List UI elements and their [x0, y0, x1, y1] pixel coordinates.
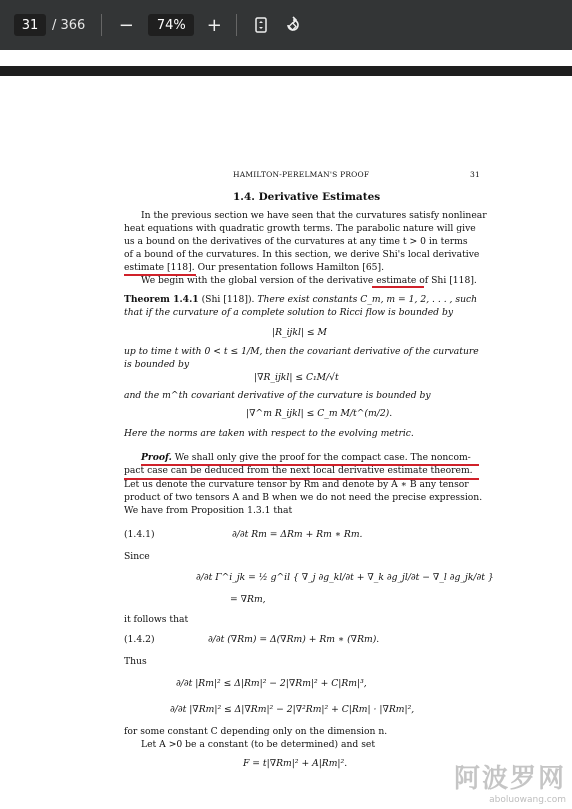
equation-number: (1.4.2) [124, 634, 155, 645]
proof-line: We have from Proposition 1.3.1 that [124, 505, 293, 516]
pdf-toolbar [0, 0, 572, 50]
equation: |R_ijkl| ≤ M [272, 327, 327, 338]
paragraph-line: Thus [124, 656, 147, 667]
paragraph-line: In the previous section we have seen that the curvatures satisfy nonlinear [141, 210, 487, 221]
equation: F = t|∇Rm|² + A|Rm|². [243, 758, 348, 769]
watermark [454, 758, 566, 805]
proof-line: pact case can be deduced from the next local derivative estimate theorem. [124, 465, 473, 476]
paragraph-line: We begin with the global version of the derivative estimate of Shi [118]. [141, 275, 477, 286]
paragraph-line: of a bound of the curvatures. In this section, we derive Shi's local derivative [124, 249, 480, 260]
equation-number: (1.4.1) [124, 529, 155, 540]
theorem-text: that if the curvature of a complete solution to Ricci flow is bounded by [124, 307, 454, 318]
fit-page-icon[interactable] [249, 13, 273, 37]
page-total: / 366 [52, 17, 86, 33]
toolbar-divider [236, 14, 237, 36]
section-title: 1.4. Derivative Estimates [233, 191, 381, 203]
previous-page-bottom [0, 50, 572, 66]
rotate-icon[interactable] [281, 13, 305, 37]
paragraph-line: Let A >0 be a constant (to be determined) and set [141, 739, 376, 750]
theorem-text: up to time t with 0 < t ≤ 1/M, then the covariant derivative of the curvature [124, 346, 479, 357]
paragraph-line: Since [124, 551, 150, 562]
equation: |∇R_ijkl| ≤ C₁M/√t [254, 372, 339, 383]
proof-line: Let us denote the curvature tensor by Rm and denote by A ∗ B any tensor [124, 479, 469, 490]
paragraph-line: for some constant C depending only on the dimension n. [124, 726, 388, 737]
equation: ∂/∂t |∇Rm|² ≤ Δ|∇Rm|² − 2|∇²Rm|² + C|Rm| · |∇Rm|², [170, 704, 415, 715]
theorem-text: Here the norms are taken with respect to the evolving metric. [124, 428, 414, 439]
page-gap [0, 66, 572, 76]
paragraph-line: it follows that [124, 614, 189, 625]
watermark-url: aboluowang.com [489, 795, 566, 805]
theorem-label: Theorem 1.4.1 [124, 294, 199, 305]
equation: ∂/∂t Rm = ΔRm + Rm ∗ Rm. [232, 529, 363, 540]
equation: |∇^m R_ijkl| ≤ C_m M/t^(m/2). [246, 408, 393, 419]
proof-line [141, 452, 471, 465]
watermark-cn: 阿波罗网 [453, 764, 566, 794]
zoom-level-input[interactable]: 74% [148, 14, 194, 36]
equation: ∂/∂t (∇Rm) = Δ(∇Rm) + Rm ∗ (∇Rm). [208, 634, 380, 645]
page-number: 31 [470, 170, 480, 179]
zoom-in-button[interactable]: + [206, 14, 222, 36]
pdf-page [0, 76, 572, 809]
theorem-text: is bounded by [124, 359, 190, 370]
paragraph-line: heat equations with quadratic growth terms. The parabolic nature will give [124, 223, 476, 234]
zoom-out-button[interactable]: − [118, 14, 134, 36]
proof-line: product of two tensors A and B when we do not need the precise expression. [124, 492, 483, 503]
equation: ∂/∂t |Rm|² ≤ Δ|Rm|² − 2|∇Rm|² + C|Rm|³, [176, 678, 367, 689]
proof-text: We shall only give the proof for the compact case. The noncom- [174, 452, 471, 463]
theorem-line [124, 294, 477, 307]
paragraph-line: us a bound on the derivatives of the curvatures at any time t > 0 in terms [124, 236, 468, 247]
equation: ∂/∂t Γ^i_jk = ½ g^il { ∇_j ∂g_kl/∂t + ∇_k ∂g_jl/∂t − ∇_l ∂g_jk/∂t } [196, 572, 494, 583]
theorem-ref: (Shi [118]). [201, 294, 255, 305]
proof-label: Proof. [141, 452, 172, 463]
paragraph-line: estimate [118]. Our presentation follows Hamilton [65]. [124, 262, 385, 273]
page-number-input[interactable]: 31 [14, 14, 46, 36]
equation: = ∇Rm, [230, 594, 266, 605]
red-underline [372, 286, 424, 288]
theorem-text: and the m^th covariant derivative of the curvature is bounded by [124, 390, 431, 401]
theorem-text: There exist constants C_m, m = 1, 2, . . . , such [257, 294, 478, 305]
toolbar-divider [101, 14, 102, 36]
running-head: HAMILTON-PERELMAN'S PROOF [233, 170, 370, 179]
